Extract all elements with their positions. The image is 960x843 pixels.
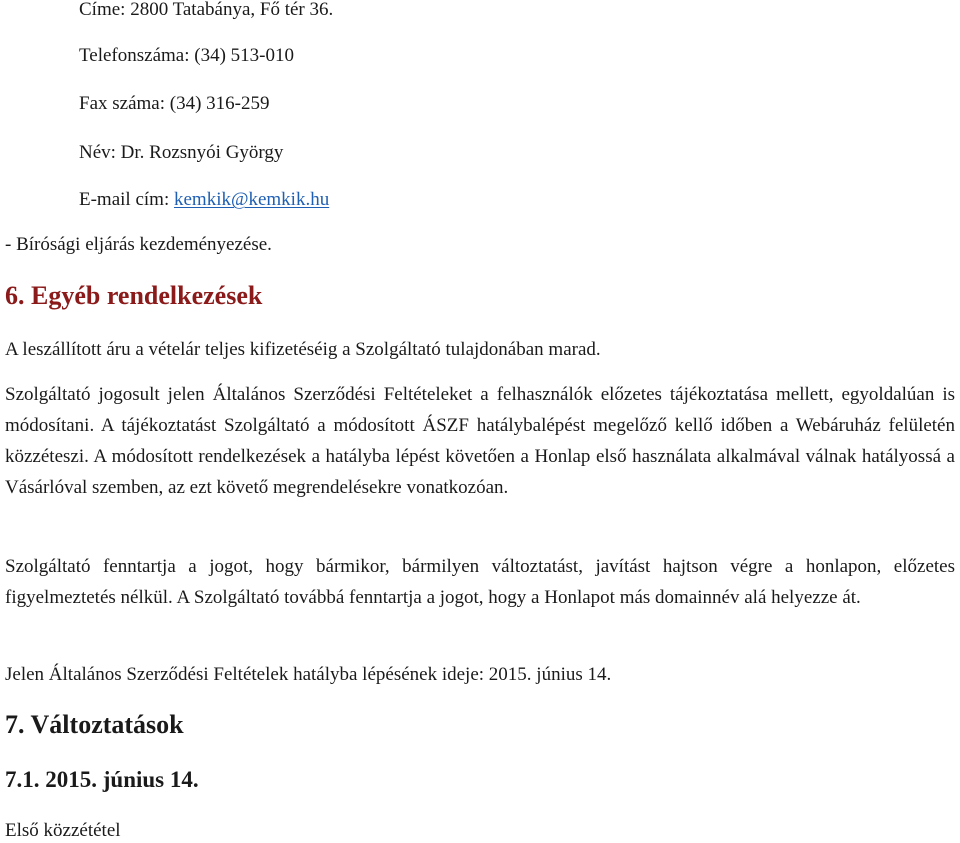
section-6-paragraph-1: A leszállított áru a vételár teljes kifizetéséig a Szolgáltató tulajdonában marad. xyxy=(5,339,601,360)
first-publication-text: Első közzététel xyxy=(5,820,121,841)
contact-address: Címe: 2800 Tatabánya, Fő tér 36. xyxy=(79,0,334,20)
court-procedure-item: - Bírósági eljárás kezdeményezése. xyxy=(5,234,272,255)
email-label: E-mail cím: xyxy=(79,189,174,210)
email-link[interactable]: kemkik@kemkik.hu xyxy=(173,189,330,210)
contact-name: Név: Dr. Rozsnyói György xyxy=(79,142,284,163)
section-7-1-subheading: 7.1. 2015. június 14. xyxy=(5,767,199,792)
section-6-paragraph-3: Szolgáltató fenntartja a jogot, hogy bármikor, bármilyen változtatást, javítást hajtson végre a honlapon, előzetes figyelmeztetés nélkül. A Szolgáltató továbbá fenntartja a jogot, hogy a Honlapot más domainnév alá helyezze át. xyxy=(5,556,955,608)
section-6-paragraph-2: Szolgáltató jogosult jelen Általános Szerződési Feltételeket a felhasználók előzetes tájékoztatása mellett, egyoldalúan is módosítani. A tájékoztatást Szolgáltató a módosított ÁSZF hatálybalépést megelőző kellő időben a Webáruház felületén közzéteszi. A módosított rendelkezések a hatályba lépést követően a Honlap első használata alkalmával válnak hatályossá a Vásárlóval szemben, az ezt követő megrendelésekre vonatkozóan. xyxy=(5,384,955,498)
section-6-heading: 6. Egyéb rendelkezések xyxy=(5,281,263,310)
contact-email xyxy=(79,190,329,209)
contact-phone: Telefonszáma: (34) 513-010 xyxy=(79,45,294,66)
section-6-effective-date: Jelen Általános Szerződési Feltételek hatályba lépésének ideje: 2015. június 14. xyxy=(5,664,612,685)
section-7-heading: 7. Változtatások xyxy=(5,710,184,739)
contact-fax: Fax száma: (34) 316-259 xyxy=(79,93,270,114)
